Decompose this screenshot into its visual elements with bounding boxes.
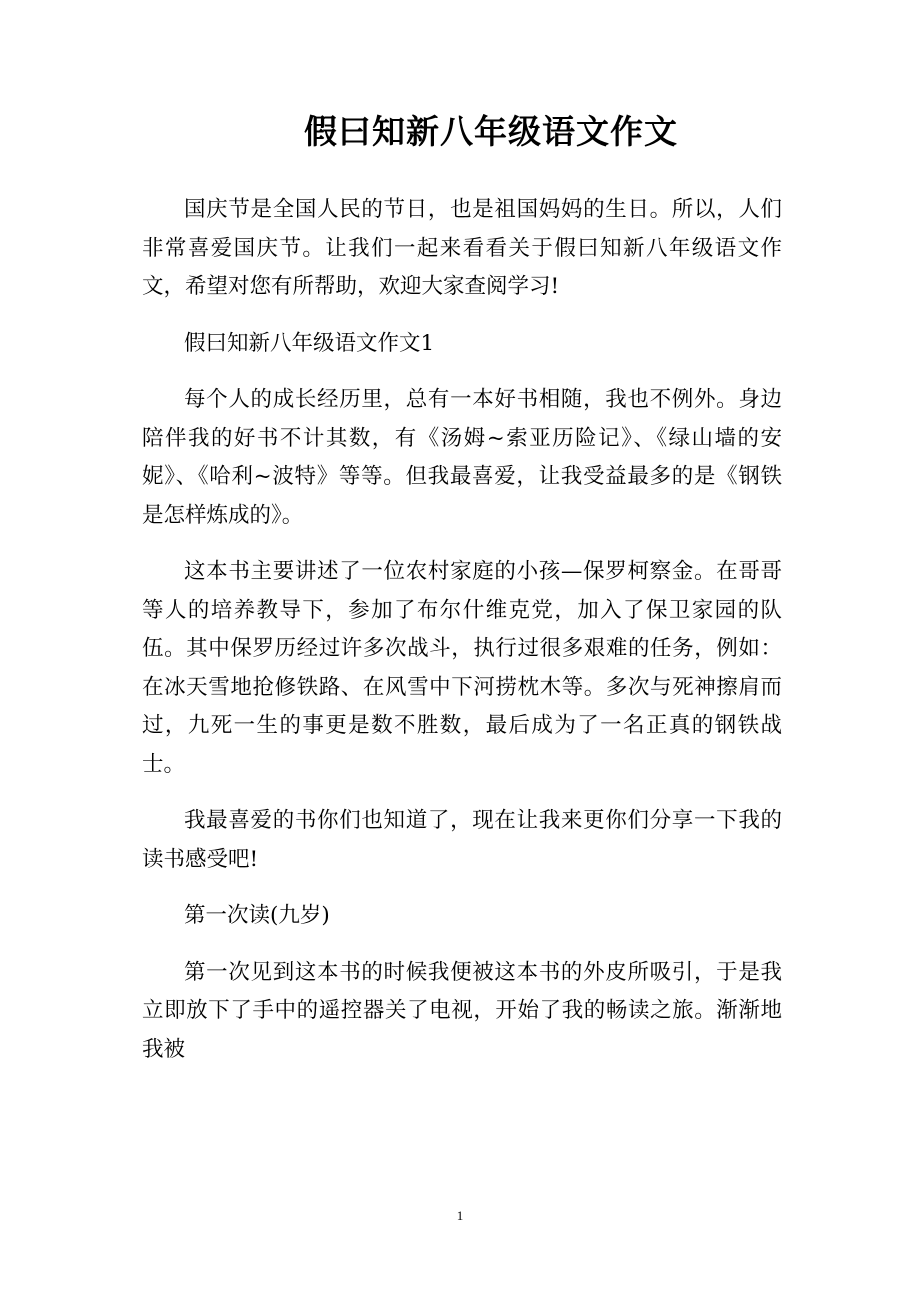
paragraph-share: 我最喜爱的书你们也知道了，现在让我来更你们分享一下我的读书感受吧! <box>142 808 782 872</box>
document-body <box>142 191 782 1087</box>
paragraph-first-read: 第一次见到这本书的时候我便被这本书的外皮所吸引，于是我立即放下了手中的遥控器关了电视，开始了我的畅读之旅。渐渐地我被 <box>142 959 782 1062</box>
paragraph-first-read-heading: 第一次读(九岁) <box>184 903 330 928</box>
paragraph-intro: 国庆节是全国人民的节日，也是祖国妈妈的生日。所以，人们非常喜爱国庆节。让我们一起来看看关于假曰知新八年级语文作文，希望对您有所帮助，欢迎大家查阅学习! <box>142 197 782 299</box>
document-title: 假曰知新八年级语文作文 <box>304 112 678 151</box>
page-number: 1 <box>456 1208 464 1223</box>
paragraph-story: 这本书主要讲述了一位农村家庭的小孩—保罗柯察金。在哥哥等人的培养教导下，参加了布尔什维克党，加入了保卫家园的队伍。其中保罗历经过许多次战斗，执行过很多艰难的任务，例如：在冰天雪地抢修铁路、在风雪中下河捞枕木等。多次与死神擦肩而过，九死一生的事更是数不胜数，最后成为了一名正真的钢铁战士。 <box>142 559 782 777</box>
paragraph-heading-1: 假曰知新八年级语文作文1 <box>184 330 435 356</box>
paragraph-books: 每个人的成长经历里，总有一本好书相随，我也不例外。身边陪伴我的好书不计其数，有《汤姆~索亚历险记》、《绿山墙的安妮》、《哈利~波特》等等。但我最喜爱，让我受益最多的是《钢铁是怎样炼成的》。 <box>142 387 782 528</box>
